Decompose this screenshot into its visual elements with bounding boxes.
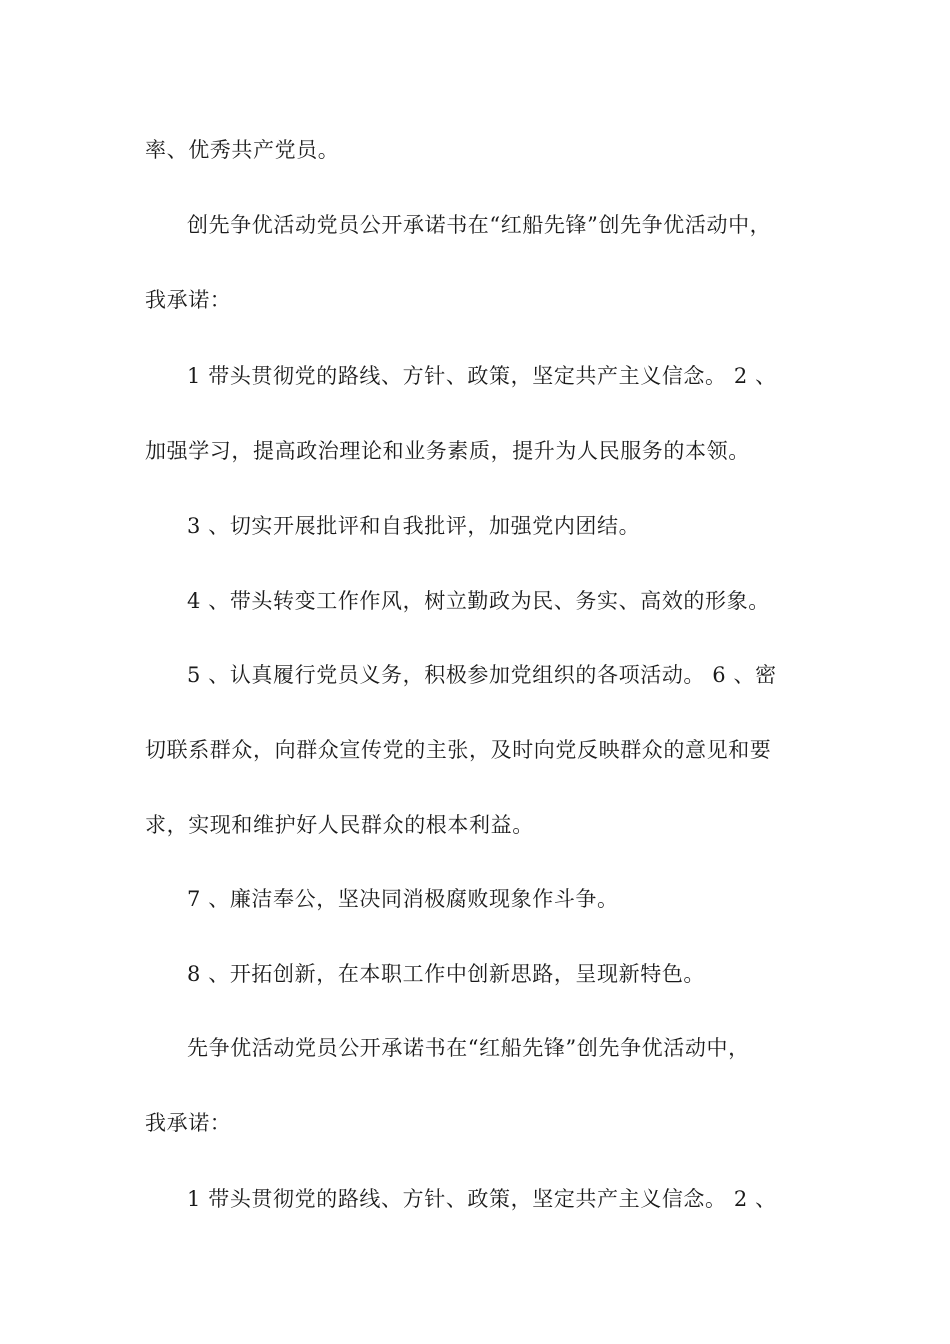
text-line-2: 创先争优活动党员公开承诺书在“红船先锋”创先争优活动中， <box>187 213 772 237</box>
text-line-15: 1 带头贯彻党的路线、方针、政策，坚定共产主义信念。 2 、 <box>187 1187 777 1211</box>
text-line-12: 8 、开拓创新，在本职工作中创新思路，呈现新特色。 <box>187 962 706 986</box>
text-line-3: 我承诺： <box>145 288 232 312</box>
text-line-13: 先争优活动党员公开承诺书在“红船先锋”创先争优活动中， <box>187 1036 750 1060</box>
text-line-5: 加强学习，提高政治理论和业务素质，提升为人民服务的本领。 <box>145 439 750 463</box>
text-line-4: 1 带头贯彻党的路线、方针、政策，坚定共产主义信念。 2 、 <box>187 364 777 388</box>
text-line-9: 切联系群众，向群众宣传党的主张，及时向党反映群众的意见和要 <box>145 738 772 762</box>
text-line-8: 5 、认真履行党员义务，积极参加党组织的各项活动。 6 、密 <box>187 663 777 687</box>
text-line-1: 率、优秀共产党员。 <box>145 138 340 162</box>
text-line-6: 3 、切实开展批评和自我批评，加强党内团结。 <box>187 514 641 538</box>
text-line-10: 求，实现和维护好人民群众的根本利益。 <box>145 813 534 837</box>
text-line-7: 4 、带头转变工作作风，树立勤政为民、务实、高效的形象。 <box>187 589 770 613</box>
text-line-11: 7 、廉洁奉公，坚决同消极腐败现象作斗争。 <box>187 887 619 911</box>
text-line-14: 我承诺： <box>145 1111 232 1135</box>
